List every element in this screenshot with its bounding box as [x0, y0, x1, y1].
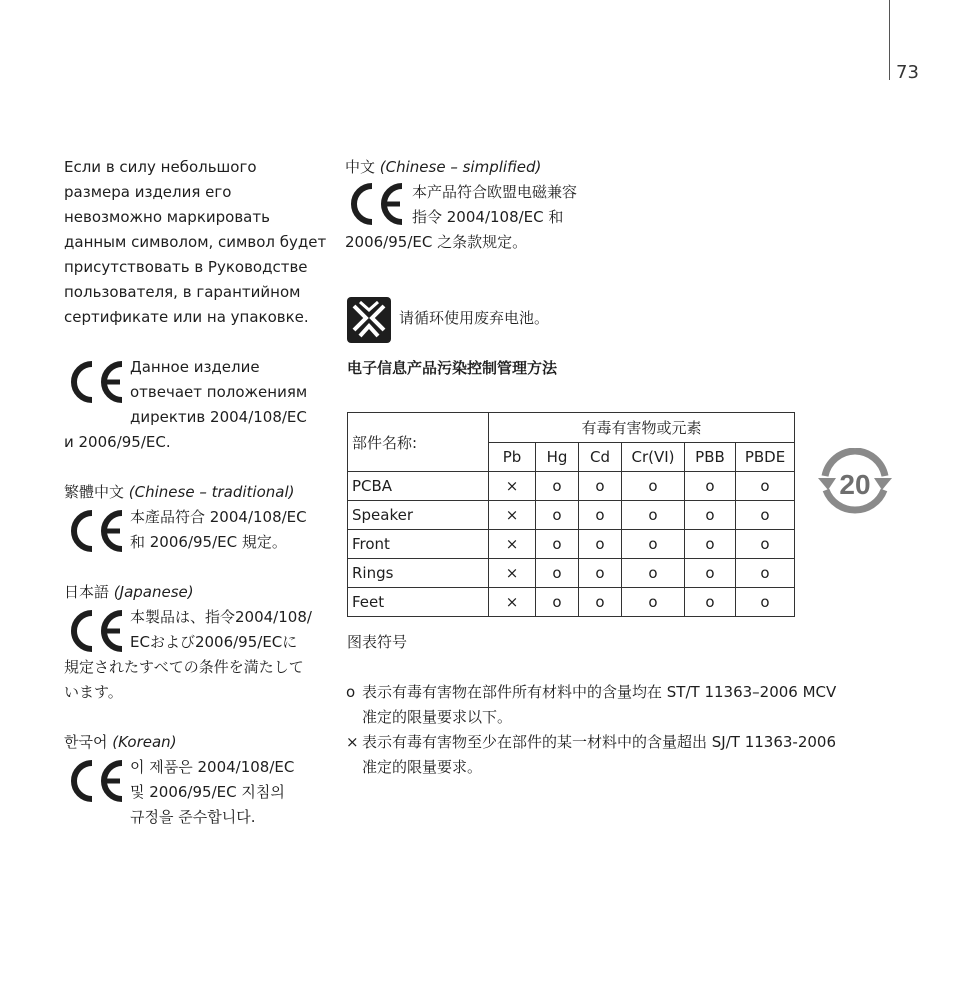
text-line: 규정을 준수합니다. [130, 808, 256, 826]
text-line: директив 2004/108/EC [130, 408, 307, 426]
table-row [348, 472, 795, 501]
table-cell: o [622, 530, 685, 559]
row-label: PCBA [348, 472, 489, 501]
table-cell: × [489, 559, 536, 588]
legend-title: 图表符号 [347, 633, 408, 651]
page-number: 73 [896, 62, 919, 83]
ce-mark-icon [68, 507, 126, 555]
table-cell: o [579, 559, 622, 588]
table-cell: o [685, 559, 736, 588]
trad-chinese-text [130, 505, 307, 555]
japanese-tail [64, 655, 304, 705]
text-line: 本产品符合欧盟电磁兼容 [412, 183, 578, 201]
epup-number: 20 [839, 469, 871, 500]
table-cell: o [622, 588, 685, 617]
text-line: 准定的限量要求以下。 [362, 708, 513, 726]
header-divider [889, 0, 890, 80]
russian-ce-tail: и 2006/95/EC. [64, 433, 171, 451]
legend-symbol: o [346, 683, 356, 701]
heading-english: (Japanese) [113, 583, 194, 601]
table-cell: o [685, 530, 736, 559]
ce-mark-icon [68, 757, 126, 805]
table-cell: × [489, 530, 536, 559]
table-row [348, 530, 795, 559]
column-header: Hg [536, 442, 579, 472]
table-header-row [348, 413, 795, 443]
table-cell: o [622, 501, 685, 530]
table-cell: × [489, 588, 536, 617]
text-line: 指令 2004/108/EC 和 [412, 208, 564, 226]
table-cell: o [736, 472, 795, 501]
text-line: 規定されたすべての条件を満たして [64, 658, 304, 676]
table-cell: o [536, 501, 579, 530]
text-line: Если в силу небольшого [64, 158, 257, 176]
table-cell: o [685, 501, 736, 530]
column-header: Cd [579, 442, 622, 472]
table-cell: o [579, 501, 622, 530]
table-cell: o [622, 559, 685, 588]
text-line: 和 2006/95/EC 規定。 [130, 533, 287, 551]
battery-recycle-icon [346, 296, 392, 344]
simplified-chinese-text [412, 180, 577, 230]
korean-heading [64, 730, 177, 755]
heading-native: 한국어 [64, 733, 108, 751]
table-cell: o [536, 559, 579, 588]
row-label: Rings [348, 559, 489, 588]
text-line: います。 [64, 683, 123, 701]
table-cell: o [622, 472, 685, 501]
table-row [348, 588, 795, 617]
row-label: Front [348, 530, 489, 559]
column-header: Pb [489, 442, 536, 472]
text-line: ECおよび2006/95/ECに [130, 633, 298, 651]
ce-mark-icon [68, 358, 126, 406]
text-line: 本產品符合 2004/108/EC [130, 508, 307, 526]
table-cell: × [489, 501, 536, 530]
table-cell: o [736, 501, 795, 530]
table-cell: o [685, 588, 736, 617]
japanese-heading [64, 580, 194, 605]
legend-item [362, 730, 836, 780]
hazardous-substance-table [347, 412, 795, 617]
row-label: Speaker [348, 501, 489, 530]
text-line: Данное изделие [130, 358, 260, 376]
substance-group-header: 有毒有害物或元素 [489, 413, 795, 443]
text-line: 表示有毒有害物至少在部件的某一材料中的含量超出 SJ/T 11363-2006 [362, 733, 837, 751]
heading-native: 繁體中文 [64, 483, 125, 501]
row-label: Feet [348, 588, 489, 617]
legend-item [362, 680, 836, 730]
table-cell: o [579, 530, 622, 559]
table-cell: o [736, 559, 795, 588]
ce-mark-icon [68, 607, 126, 655]
text-line: 准定的限量要求。 [362, 758, 483, 776]
russian-ce-text [130, 355, 307, 430]
heading-english: (Chinese – simplified) [379, 158, 542, 176]
text-line: отвечает положениям [130, 383, 308, 401]
text-line: 表示有毒有害物在部件所有材料中的含量均在 ST/T 11363–2006 MCV [362, 683, 837, 701]
text-line: 本製品は、指令2004/108/ [130, 608, 312, 626]
table-title: 电子信息产品污染控制管理方法 [347, 359, 558, 377]
table-cell: × [489, 472, 536, 501]
table-cell: o [736, 588, 795, 617]
heading-native: 日本語 [64, 583, 110, 601]
text-line: 및 2006/95/EC 지침의 [130, 783, 285, 801]
text-line: 이 제품은 2004/108/EC [130, 758, 295, 776]
table-cell: o [536, 472, 579, 501]
russian-intro [64, 155, 326, 330]
table-cell: o [536, 530, 579, 559]
trad-chinese-heading [64, 480, 295, 505]
table-row [348, 559, 795, 588]
text-line: невозможно маркировать [64, 208, 270, 226]
column-header: PBB [685, 442, 736, 472]
japanese-text [130, 605, 312, 655]
table-cell: o [536, 588, 579, 617]
legend-symbol: × [346, 733, 359, 751]
simplified-chinese-tail: 2006/95/EC 之条款规定。 [345, 233, 528, 251]
text-line: данным символом, символ будет [64, 233, 327, 251]
table-cell: o [736, 530, 795, 559]
text-line: присутствовать в Руководстве [64, 258, 308, 276]
heading-english: (Korean) [112, 733, 177, 751]
table-row [348, 501, 795, 530]
heading-english: (Chinese – traditional) [128, 483, 295, 501]
simplified-chinese-heading [345, 155, 541, 180]
text-line: размера изделия его [64, 183, 232, 201]
ce-mark-icon [348, 180, 406, 228]
text-line: пользователя, в гарантийном [64, 283, 301, 301]
korean-text [130, 755, 294, 830]
recycle-text: 请循环使用废弃电池。 [399, 309, 550, 327]
part-name-header: 部件名称: [348, 413, 489, 472]
table-cell: o [579, 588, 622, 617]
column-header: PBDE [736, 442, 795, 472]
table-cell: o [579, 472, 622, 501]
epup-20-logo [818, 448, 892, 518]
heading-native: 中文 [345, 158, 376, 176]
text-line: сертификате или на упаковке. [64, 308, 309, 326]
table-cell: o [685, 472, 736, 501]
column-header: Cr(VI) [622, 442, 685, 472]
